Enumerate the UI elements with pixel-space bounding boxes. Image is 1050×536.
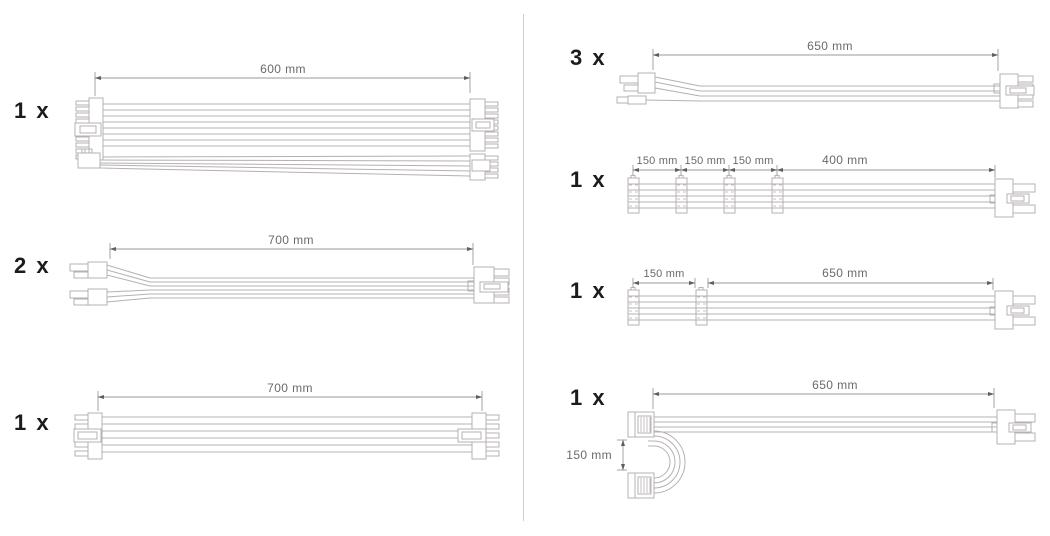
quantity-label: 1 x [570,278,607,303]
wire-bundle [100,104,470,176]
cable-pcie-6plus2 [570,39,1034,108]
cable-eps-8pin [14,381,499,459]
connector-pcie-lower [70,289,107,305]
wire-bundle [654,417,997,432]
dimension-label: 600 mm [260,62,306,76]
dimension-chain [633,266,993,290]
connector-psu-18pin [470,99,498,151]
wire-bundle [102,417,472,452]
connector-sata [772,176,783,214]
connector-psu-10pin [470,154,498,180]
connector-sata [696,288,707,326]
connector-psu-8pin [468,267,509,303]
dimension-650mm [653,39,998,71]
dimension-600mm [95,62,470,96]
quantity-label: 1 x [570,385,607,410]
quantity-label: 1 x [570,167,607,192]
quantity-label: 2 x [14,253,51,278]
connector-molex-bottom [628,473,654,498]
dimension-label: 150 mm [732,155,774,167]
wire-bundle [628,184,995,208]
connector-pcie-upper [70,262,107,278]
dimension-label: 700 mm [268,233,314,247]
wire-bundle [628,296,995,320]
cable-sata-2x [570,266,1035,329]
dimension-150mm-vertical [566,440,627,470]
dimension-label: 150 mm [643,268,685,280]
connector-psu-6pin [992,410,1035,444]
dimension-chain [633,153,995,178]
cable-sata-4x [570,153,1035,217]
connector-psu-8pin [994,74,1034,108]
wire-bundle [107,265,474,302]
dimension-label: 650 mm [807,39,853,53]
connector-sata [628,176,639,214]
dimension-label: 150 mm [684,155,726,167]
connector-psu-6pin [990,291,1035,329]
dimension-label: 400 mm [822,153,868,167]
dimension-label: 650 mm [812,378,858,392]
quantity-label: 3 x [570,45,607,70]
connector-sata [628,288,639,326]
connector-eps-left [74,413,102,459]
connector-pcie-2pin [617,96,646,104]
cable-molex-loop [566,378,1035,498]
dimension-label: 700 mm [267,381,313,395]
dimension-label: 650 mm [822,266,868,280]
cable-atx-24pin [14,62,498,180]
dimension-700mm [110,233,473,265]
dimension-650mm [653,378,994,409]
dimension-700mm [98,381,482,411]
connector-molex-top [628,412,654,437]
wire-bundle [646,77,1000,101]
quantity-label: 1 x [14,410,51,435]
dimension-label: 150 mm [636,155,678,167]
connector-psu-6pin [990,179,1035,217]
cable-dual-pcie [14,233,509,305]
dimension-label: 150 mm [566,448,612,462]
quantity-label: 1 x [14,98,51,123]
connector-sata [724,176,735,214]
connector-sata [676,176,687,214]
connector-pcie-6pin [620,73,655,93]
